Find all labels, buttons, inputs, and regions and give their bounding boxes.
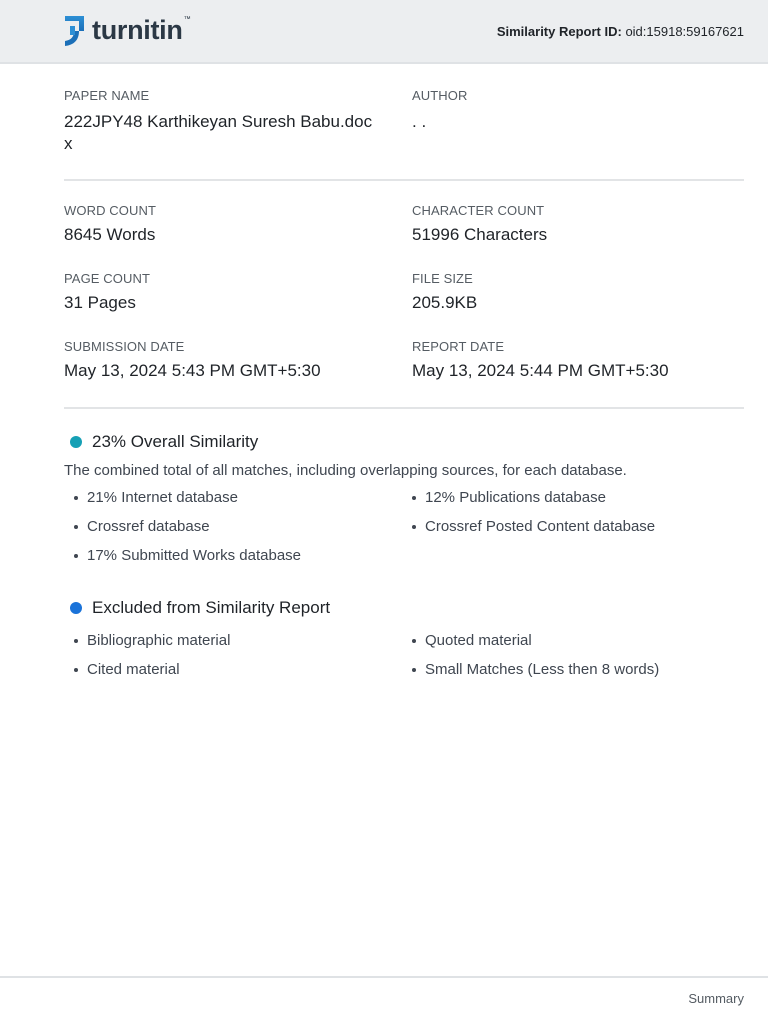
list-item-label: 21% Internet database [87,489,238,506]
similarity-indicator-dot [70,436,82,448]
list-item-label: 12% Publications database [425,489,606,506]
footer-summary-label: Summary [688,991,744,1006]
list-item-label: Small Matches (Less then 8 words) [425,661,660,678]
bullet-icon [74,496,78,500]
list-item-label: Cited material [87,661,180,678]
word-count-value: 8645 Words [64,225,156,244]
list-item [74,632,230,649]
trademark-symbol: ™ [183,15,191,23]
list-item-label: Crossref database [87,518,210,535]
list-item-label: Quoted material [425,632,532,649]
divider-middle [64,407,744,409]
character-count-block [412,203,742,246]
file-size-value: 205.9KB [412,293,478,312]
turnitin-logo [62,13,190,49]
bullet-icon [412,639,416,643]
overall-similarity-heading [70,432,258,452]
overall-similarity-title: 23% Overall Similarity [92,432,259,451]
divider-top [64,179,744,181]
list-item [74,547,301,564]
bullet-icon [412,496,416,500]
word-count-label: WORD COUNT [64,203,156,218]
excluded-indicator-dot [70,602,82,614]
report-date-label: REPORT DATE [412,339,505,354]
list-item [74,518,210,535]
list-item-label: Crossref Posted Content database [425,518,656,535]
character-count-label: CHARACTER COUNT [412,203,545,218]
list-item-label: 17% Submitted Works database [87,547,302,564]
list-item [412,661,659,678]
list-item [412,518,655,535]
file-size-block [412,271,742,314]
list-item [74,661,180,678]
excluded-title: Excluded from Similarity Report [92,598,331,617]
paper-name-line-2: x [64,134,73,153]
footer-divider [0,976,768,978]
page-count-label: PAGE COUNT [64,271,150,286]
report-id-label: Similarity Report ID: [496,24,622,39]
bullet-icon [412,668,416,672]
submission-date-value: May 13, 2024 5:43 PM GMT+5:30 [64,361,321,380]
bullet-icon [412,525,416,529]
list-item [412,632,532,649]
report-date-block [412,339,752,382]
paper-name-label: PAPER NAME [64,88,150,103]
report-id-value: oid:15918:59167621 [625,24,744,39]
turnitin-wordmark: turnitin [92,14,183,45]
paper-name-block [64,88,394,155]
submission-date-label: SUBMISSION DATE [64,339,185,354]
page-count-value: 31 Pages [64,293,136,312]
turnitin-logo-icon [62,13,88,49]
bullet-icon [74,668,78,672]
list-item [74,489,238,506]
file-size-label: FILE SIZE [412,271,473,286]
bullet-icon [74,554,78,558]
report-date-value: May 13, 2024 5:44 PM GMT+5:30 [412,361,669,380]
similarity-report-id [497,24,744,39]
bullet-icon [74,639,78,643]
word-count-block [64,203,394,246]
list-item-label: Bibliographic material [87,632,231,649]
bullet-icon [74,525,78,529]
character-count-value: 51996 Characters [412,225,548,244]
paper-name-line-1: 222JPY48 Karthikeyan Suresh Babu.doc [64,112,373,131]
author-label: AUTHOR [412,88,468,103]
author-value: . . [412,112,427,131]
excluded-heading [70,598,330,618]
similarity-description: The combined total of all matches, including overlapping sources, for each database. [64,462,627,479]
submission-date-block [64,339,404,382]
page-count-block [64,271,394,314]
report-header [0,0,768,64]
list-item [412,489,606,506]
paper-name-value [64,111,394,155]
author-block [412,88,732,133]
